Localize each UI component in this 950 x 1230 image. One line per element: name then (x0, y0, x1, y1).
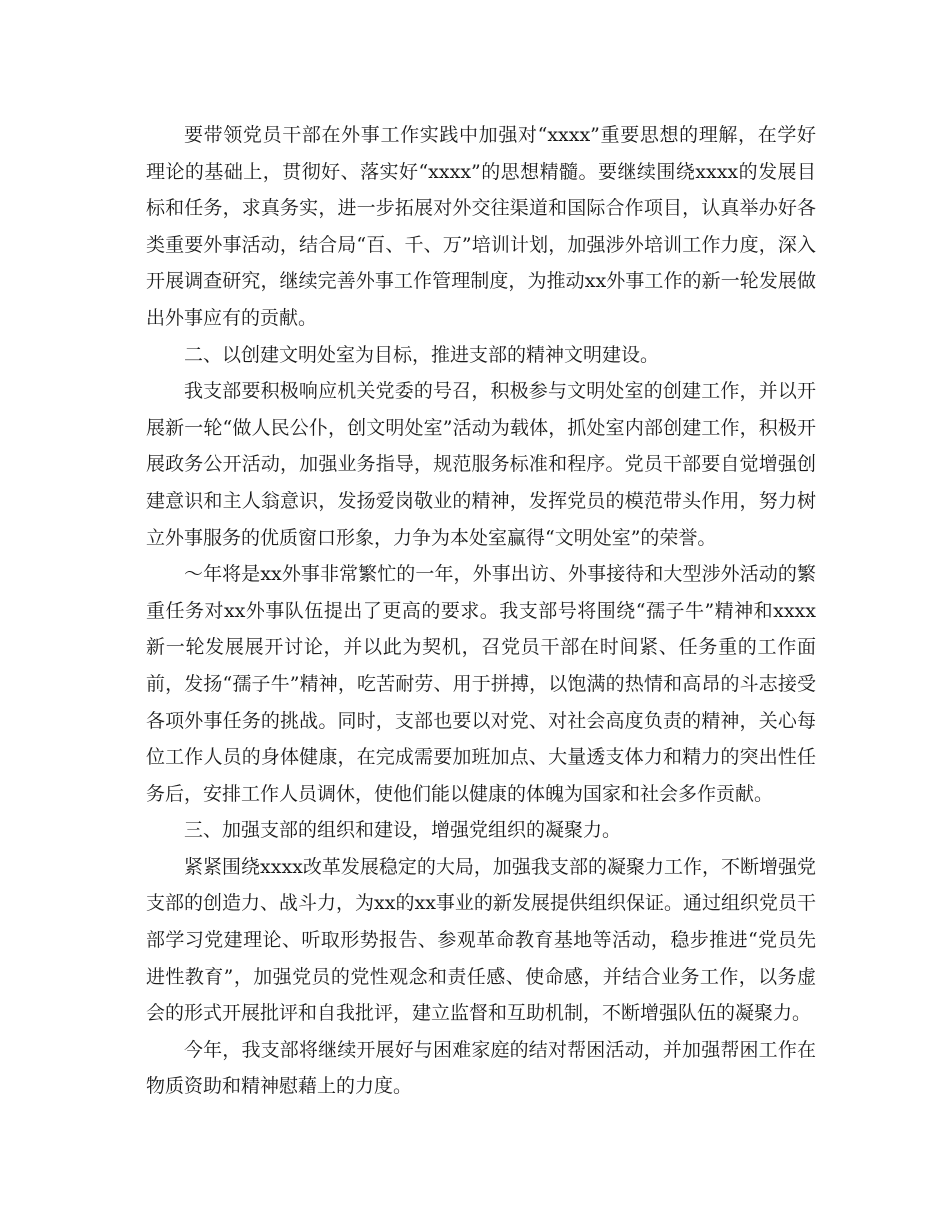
paragraph-2: 我支部要积极响应机关党委的号召，积极参与文明处室的创建工作，并以开展新一轮“做人民公仆，创文明处室”活动为载体，抓处室内部创建工作，积极开展政务公开活动，加强业务指导，规范服务标准和程序。党员干部要自觉增强创建意识和主人翁意识，发扬爱岗敬业的精神，发挥党员的模范带头作用，努力树立外事服务的优质窗口形象，力争为本处室赢得“文明处室”的荣誉。 (146, 380, 816, 549)
paragraph-4: 紧紧围绕xxxx改革发展稳定的大局，加强我支部的凝聚力工作，不断增强党支部的创造力、战斗力，为xx的xx事业的新发展提供组织保证。通过组织党员干部学习党建理论、听取形势报告、参观革命教育基地等活动，稳步推进“党员先进性教育”，加强党员的党性观念和责任感、使命感，并结合业务工作，以务虚会的形式开展批评和自我批评，建立监督和互助机制，不断增强队伍的凝聚力。 (146, 855, 816, 1025)
document-body (146, 117, 816, 1105)
paragraph-3: ～年将是xx外事非常繁忙的一年，外事出访、外事接待和大型涉外活动的繁重任务对xx外事队伍提出了更高的要求。我支部号将围绕“孺子牛”精神和xxxx新一轮发展展开讨论，并以此为契机，召党员干部在时间紧、任务重的工作面前，发扬“孺子牛”精神，吃苦耐劳、用于拼搏，以饱满的热情和高昂的斗志接受各项外事任务的挑战。同时，支部也要以对党、对社会高度负责的精神，关心每位工作人员的身体健康，在完成需要加班加点、大量透支体力和精力的突出性任务后，安排工作人员调休，使他们能以健康的体魄为国家和社会多作贡献。 (146, 563, 816, 805)
paragraph-1: 要带领党员干部在外事工作实践中加强对“xxxx”重要思想的理解，在学好理论的基础上，贯彻好、落实好“xxxx”的思想精髓。要继续围绕xxxx的发展目标和任务，求真务实，进一步拓展对外交往渠道和国际合作项目，认真举办好各类重要外事活动，结合局“百、千、万”培训计划，加强涉外培训工作力度，深入开展调查研究，继续完善外事工作管理制度，为推动xx外事工作的新一轮发展做出外事应有的贡献。 (146, 124, 816, 329)
section-heading-3: 三、加强支部的组织和建设，增强党组织的凝聚力。 (184, 819, 622, 842)
paragraph-5: 今年，我支部将继续开展好与困难家庭的结对帮困活动，并加强帮困工作在物质资助和精神慰藉上的力度。 (146, 1038, 816, 1098)
section-heading-2: 二、以创建文明处室为目标，推进支部的精神文明建设。 (184, 343, 660, 366)
